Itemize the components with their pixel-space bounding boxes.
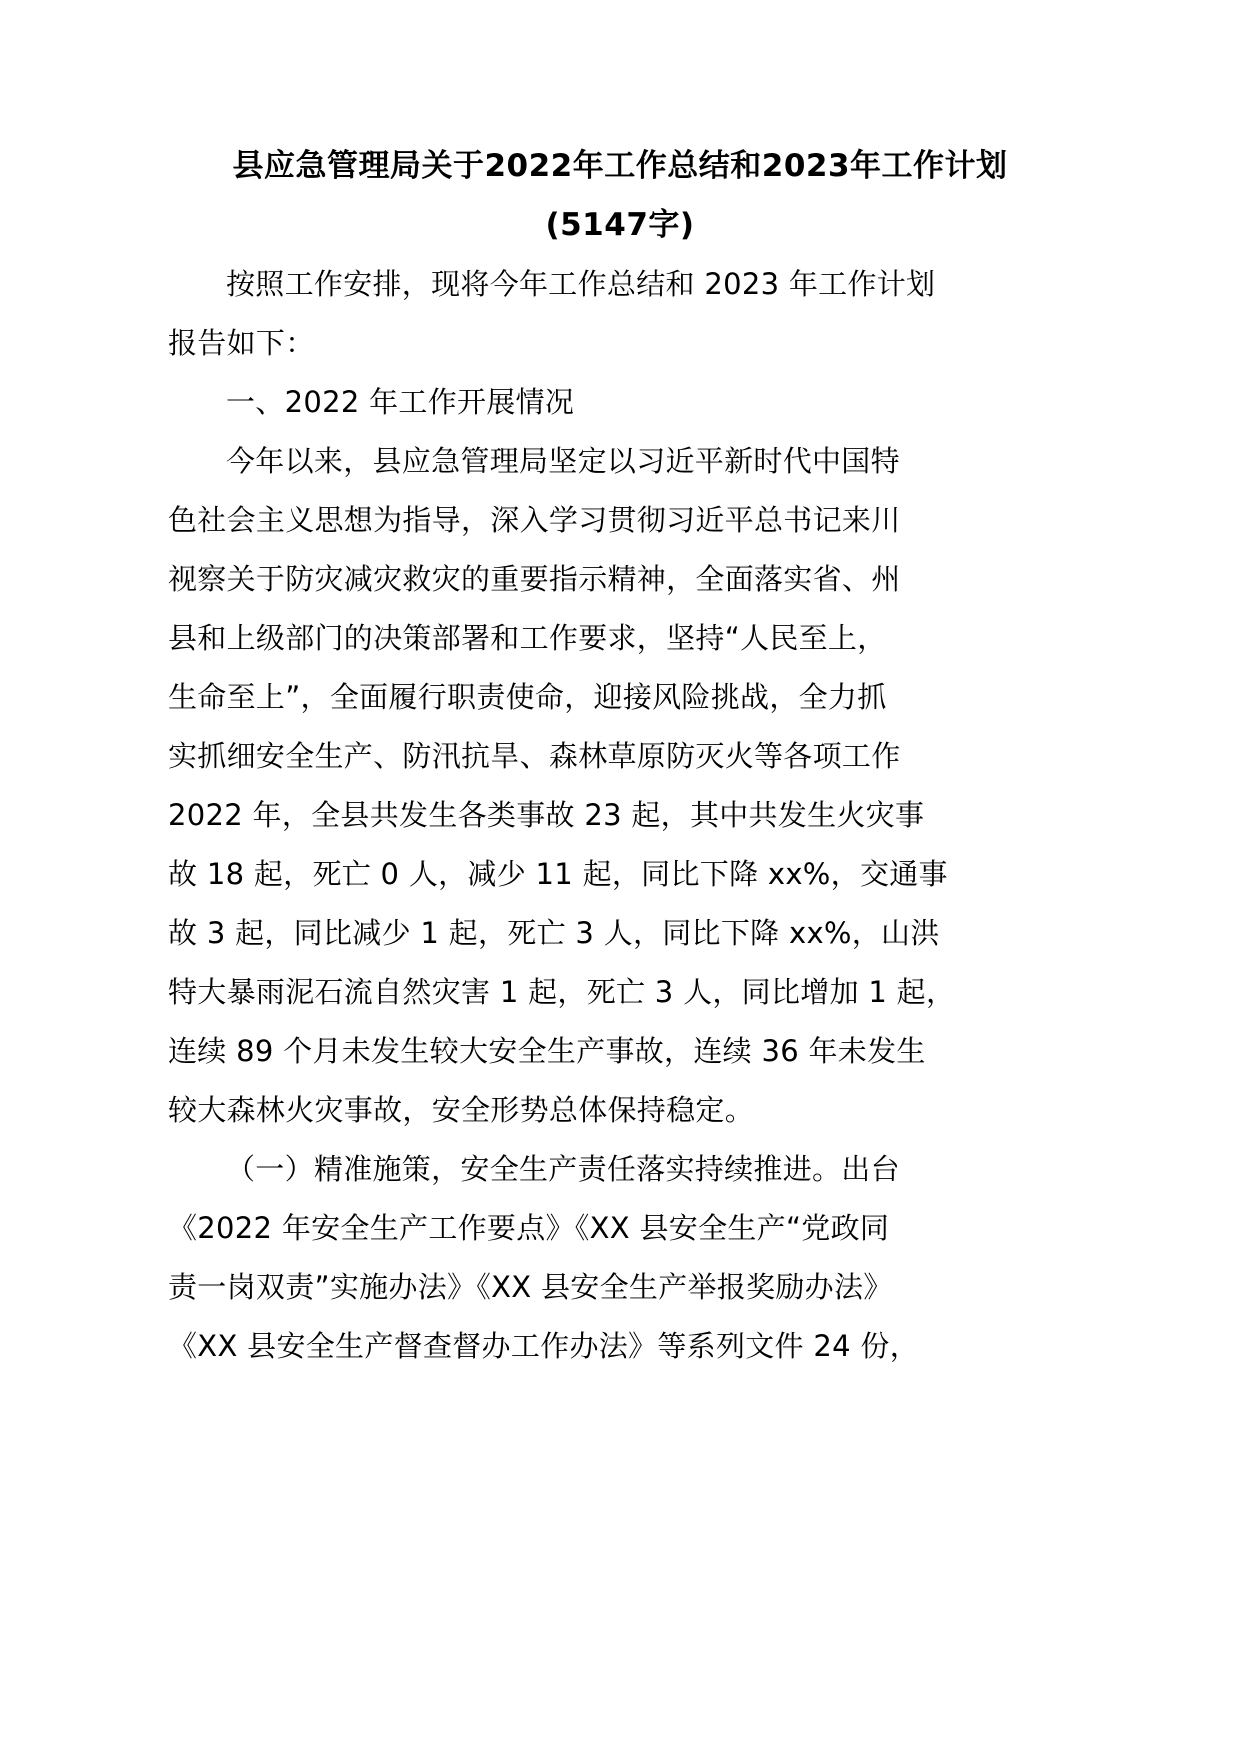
body-paragraph-line: 生命至上”，全面履行职责使命，迎接风险挑战，全力抓 (168, 680, 887, 714)
intro-paragraph-line: 按照工作安排，现将今年工作总结和 2023 年工作计划 (226, 267, 936, 301)
subsection-paragraph-line: 《XX 县安全生产督查督办工作办法》等系列文件 24 份， (168, 1329, 919, 1363)
subsection-paragraph-line: 责一岗双责”实施办法》《XX 县安全生产举报奖励办法》 (168, 1270, 893, 1304)
body-paragraph-line: 故 18 起，死亡 0 人，减少 11 起，同比下降 xx%，交通事 (168, 857, 948, 891)
body-paragraph-line: 连续 89 个月未发生较大安全生产事故，连续 36 年未发生 (168, 1034, 926, 1068)
document-title: 县应急管理局关于2022年工作总结和2023年工作计划 (232, 148, 1008, 184)
body-paragraph-line: 2022 年，全县共发生各类事故 23 起，其中共发生火灾事 (168, 798, 925, 832)
section-heading: 一、2022 年工作开展情况 (226, 385, 575, 419)
body-paragraph-line: 县和上级部门的决策部署和工作要求，坚持“人民至上， (168, 621, 887, 655)
body-paragraph-line: 今年以来，县应急管理局坚定以习近平新时代中国特 (226, 444, 900, 478)
intro-paragraph-line: 报告如下： (168, 326, 315, 360)
subsection-paragraph-line: 《2022 年安全生产工作要点》《XX 县安全生产“党政同 (168, 1211, 890, 1245)
body-paragraph-line: 特大暴雨泥石流自然灾害 1 起，死亡 3 人，同比增加 1 起， (168, 975, 956, 1009)
document-word-count: (5147字) (545, 207, 695, 243)
body-paragraph-line: 较大森林火灾事故，安全形势总体保持稳定。 (168, 1093, 755, 1127)
body-paragraph-line: 实抓细安全生产、防汛抗旱、森林草原防灭火等各项工作 (168, 739, 901, 773)
subsection-paragraph-line: （一）精准施策，安全生产责任落实持续推进。出台 (226, 1152, 900, 1186)
body-paragraph-line: 视察关于防灾减灾救灾的重要指示精神，全面落实省、州 (168, 562, 901, 596)
body-paragraph-line: 色社会主义思想为指导，深入学习贯彻习近平总书记来川 (168, 503, 901, 537)
body-paragraph-line: 故 3 起，同比减少 1 起，死亡 3 人，同比下降 xx%，山洪 (168, 916, 940, 950)
